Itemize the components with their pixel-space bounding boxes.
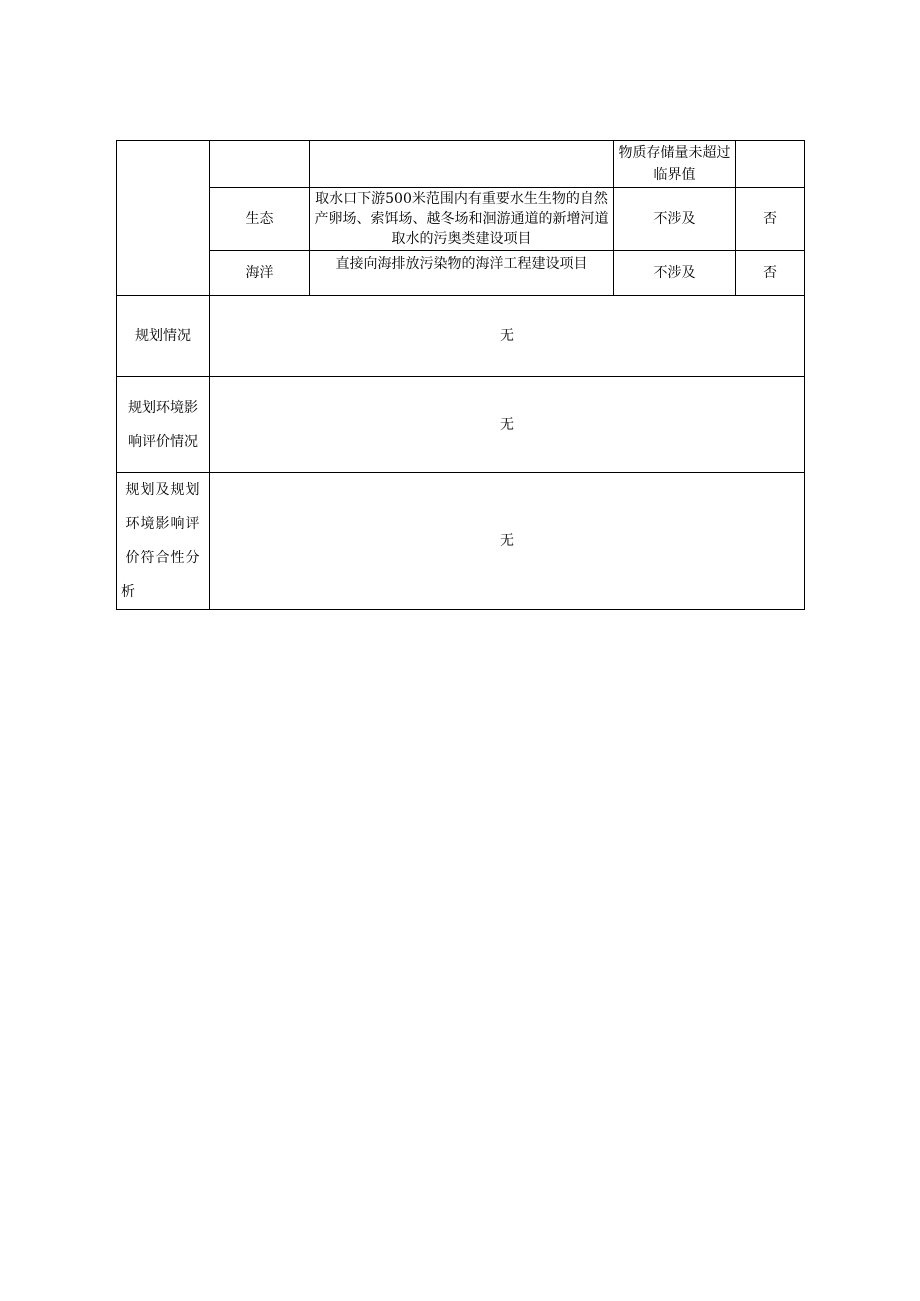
- category-cell-ecology: 生态: [210, 188, 310, 251]
- compliance-value: 无: [210, 473, 805, 610]
- planning-eia-label: 规划环境影响评价情况: [117, 377, 210, 473]
- result-cell-ocean: 不涉及: [614, 251, 736, 296]
- category-cell-ocean: 海洋: [210, 251, 310, 296]
- result-cell-ecology: 不涉及: [614, 188, 736, 251]
- table-row-ecology: [117, 188, 805, 251]
- category-cell-empty: [210, 141, 310, 188]
- table-row-compliance: [117, 473, 805, 610]
- table-row-ocean: [117, 251, 805, 296]
- merged-empty-cell: [117, 141, 210, 296]
- result-cell-storage: 物质存储量未超过临界值: [614, 141, 736, 188]
- description-cell-empty: [310, 141, 614, 188]
- planning-value: 无: [210, 296, 805, 377]
- conclusion-cell-storage: [736, 141, 805, 188]
- conclusion-cell-ecology: 否: [736, 188, 805, 251]
- table-row-storage: [117, 141, 805, 188]
- compliance-label: 规划及规划环境影响评价符合性分析: [117, 473, 210, 610]
- table-row-planning-eia: [117, 377, 805, 473]
- table-row-planning: [117, 296, 805, 377]
- assessment-table: [116, 140, 805, 610]
- conclusion-cell-ocean: 否: [736, 251, 805, 296]
- planning-label: 规划情况: [117, 296, 210, 377]
- planning-eia-value: 无: [210, 377, 805, 473]
- description-cell-ecology: 取水口下游500米范围内有重要水生生物的自然产卵场、索饵场、越冬场和洄游通道的新增河道取水的污奥类建设项目: [310, 188, 614, 251]
- description-cell-ocean: 直接向海排放污染物的海洋工程建设项目: [310, 251, 614, 296]
